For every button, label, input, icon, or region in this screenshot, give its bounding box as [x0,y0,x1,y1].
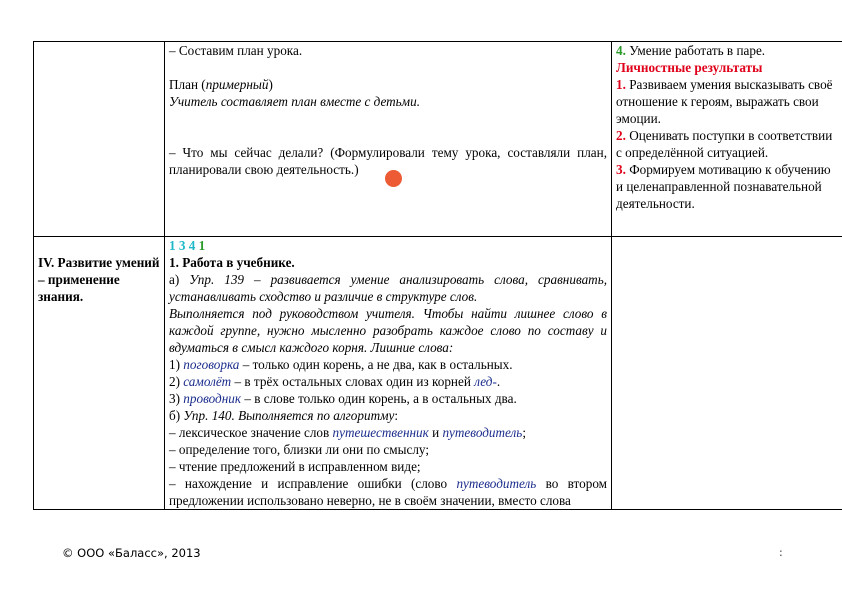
stage-title: IV. Развитие умений – применение знания. [38,255,160,304]
stage-cell-empty [34,42,165,237]
orange-dot-marker [385,170,402,187]
result-item-3: 3. Формируем мотивацию к обучению и целенаправленной познавательной деятельности. [616,162,831,211]
step-1: – лексическое значение слов путешественник и путеводитель; [169,425,526,440]
results-heading: Личностные результаты [616,60,763,75]
step-2: – определение того, близки ли они по смыслу; [169,442,429,457]
plan-intro: – Составим план урока. [169,43,303,58]
table-row [34,42,842,237]
copyright-footer: © ООО «Баласс», 2013 [62,546,201,560]
results-cell [612,42,842,237]
work-heading: 1. Работа в учебнике. [169,255,295,270]
lesson-table [33,41,842,510]
stage-cell [34,237,165,510]
result-item-1: 1. Развиваем умения высказывать своё отношение к героям, выражать свои эмоции. [616,77,833,126]
answer-2: 2) самолёт – в трёх остальных словах один из корней лед-. [169,374,501,389]
activity-cell [165,237,612,510]
exercise-a-instructions: Выполняется под руководством учителя. Чтобы найти лишнее слово в каждой группе, нужно мысленно разобрать каждое слово по составу и вдуматься в смысл каждого корня. Лишние слова: [169,306,607,355]
step-3: – чтение предложений в исправленном виде; [169,459,421,474]
answer-1: 1) поговорка – только один корень, а не два, как в остальных. [169,357,513,372]
teacher-note: Учитель составляет план вместе с детьми. [169,94,420,109]
answer-3: 3) проводник – в слове только один корень, а в остальных два. [169,391,517,406]
exercise-b: б) Упр. 140. Выполняется по алгоритму: [169,408,399,423]
exercise-a: а) Упр. 139 – развивается умение анализировать слова, сравнивать, устанавливать сходство и различие в структуре слов. [169,272,607,304]
activity-cell [165,42,612,237]
table-row [34,237,842,510]
page-mark: : [779,546,783,559]
result-item-4: 4. Умение работать в паре. [616,43,766,58]
question-text: – Что мы сейчас делали? (Формулировали тему урока, составляли план, планировали свою деятельность.) [169,145,607,177]
step-4: – нахождение и исправление ошибки (слово путеводитель во втором предложении использовано неверно, не в своём значении, вместо слова [169,476,608,508]
result-item-2: 2. Оценивать поступки в соответствии с определённой ситуацией. [616,128,833,160]
results-cell-empty [612,237,842,510]
plan-label: План (примерный) [169,77,273,92]
task-numbers: 1 3 4 1 [169,238,206,253]
